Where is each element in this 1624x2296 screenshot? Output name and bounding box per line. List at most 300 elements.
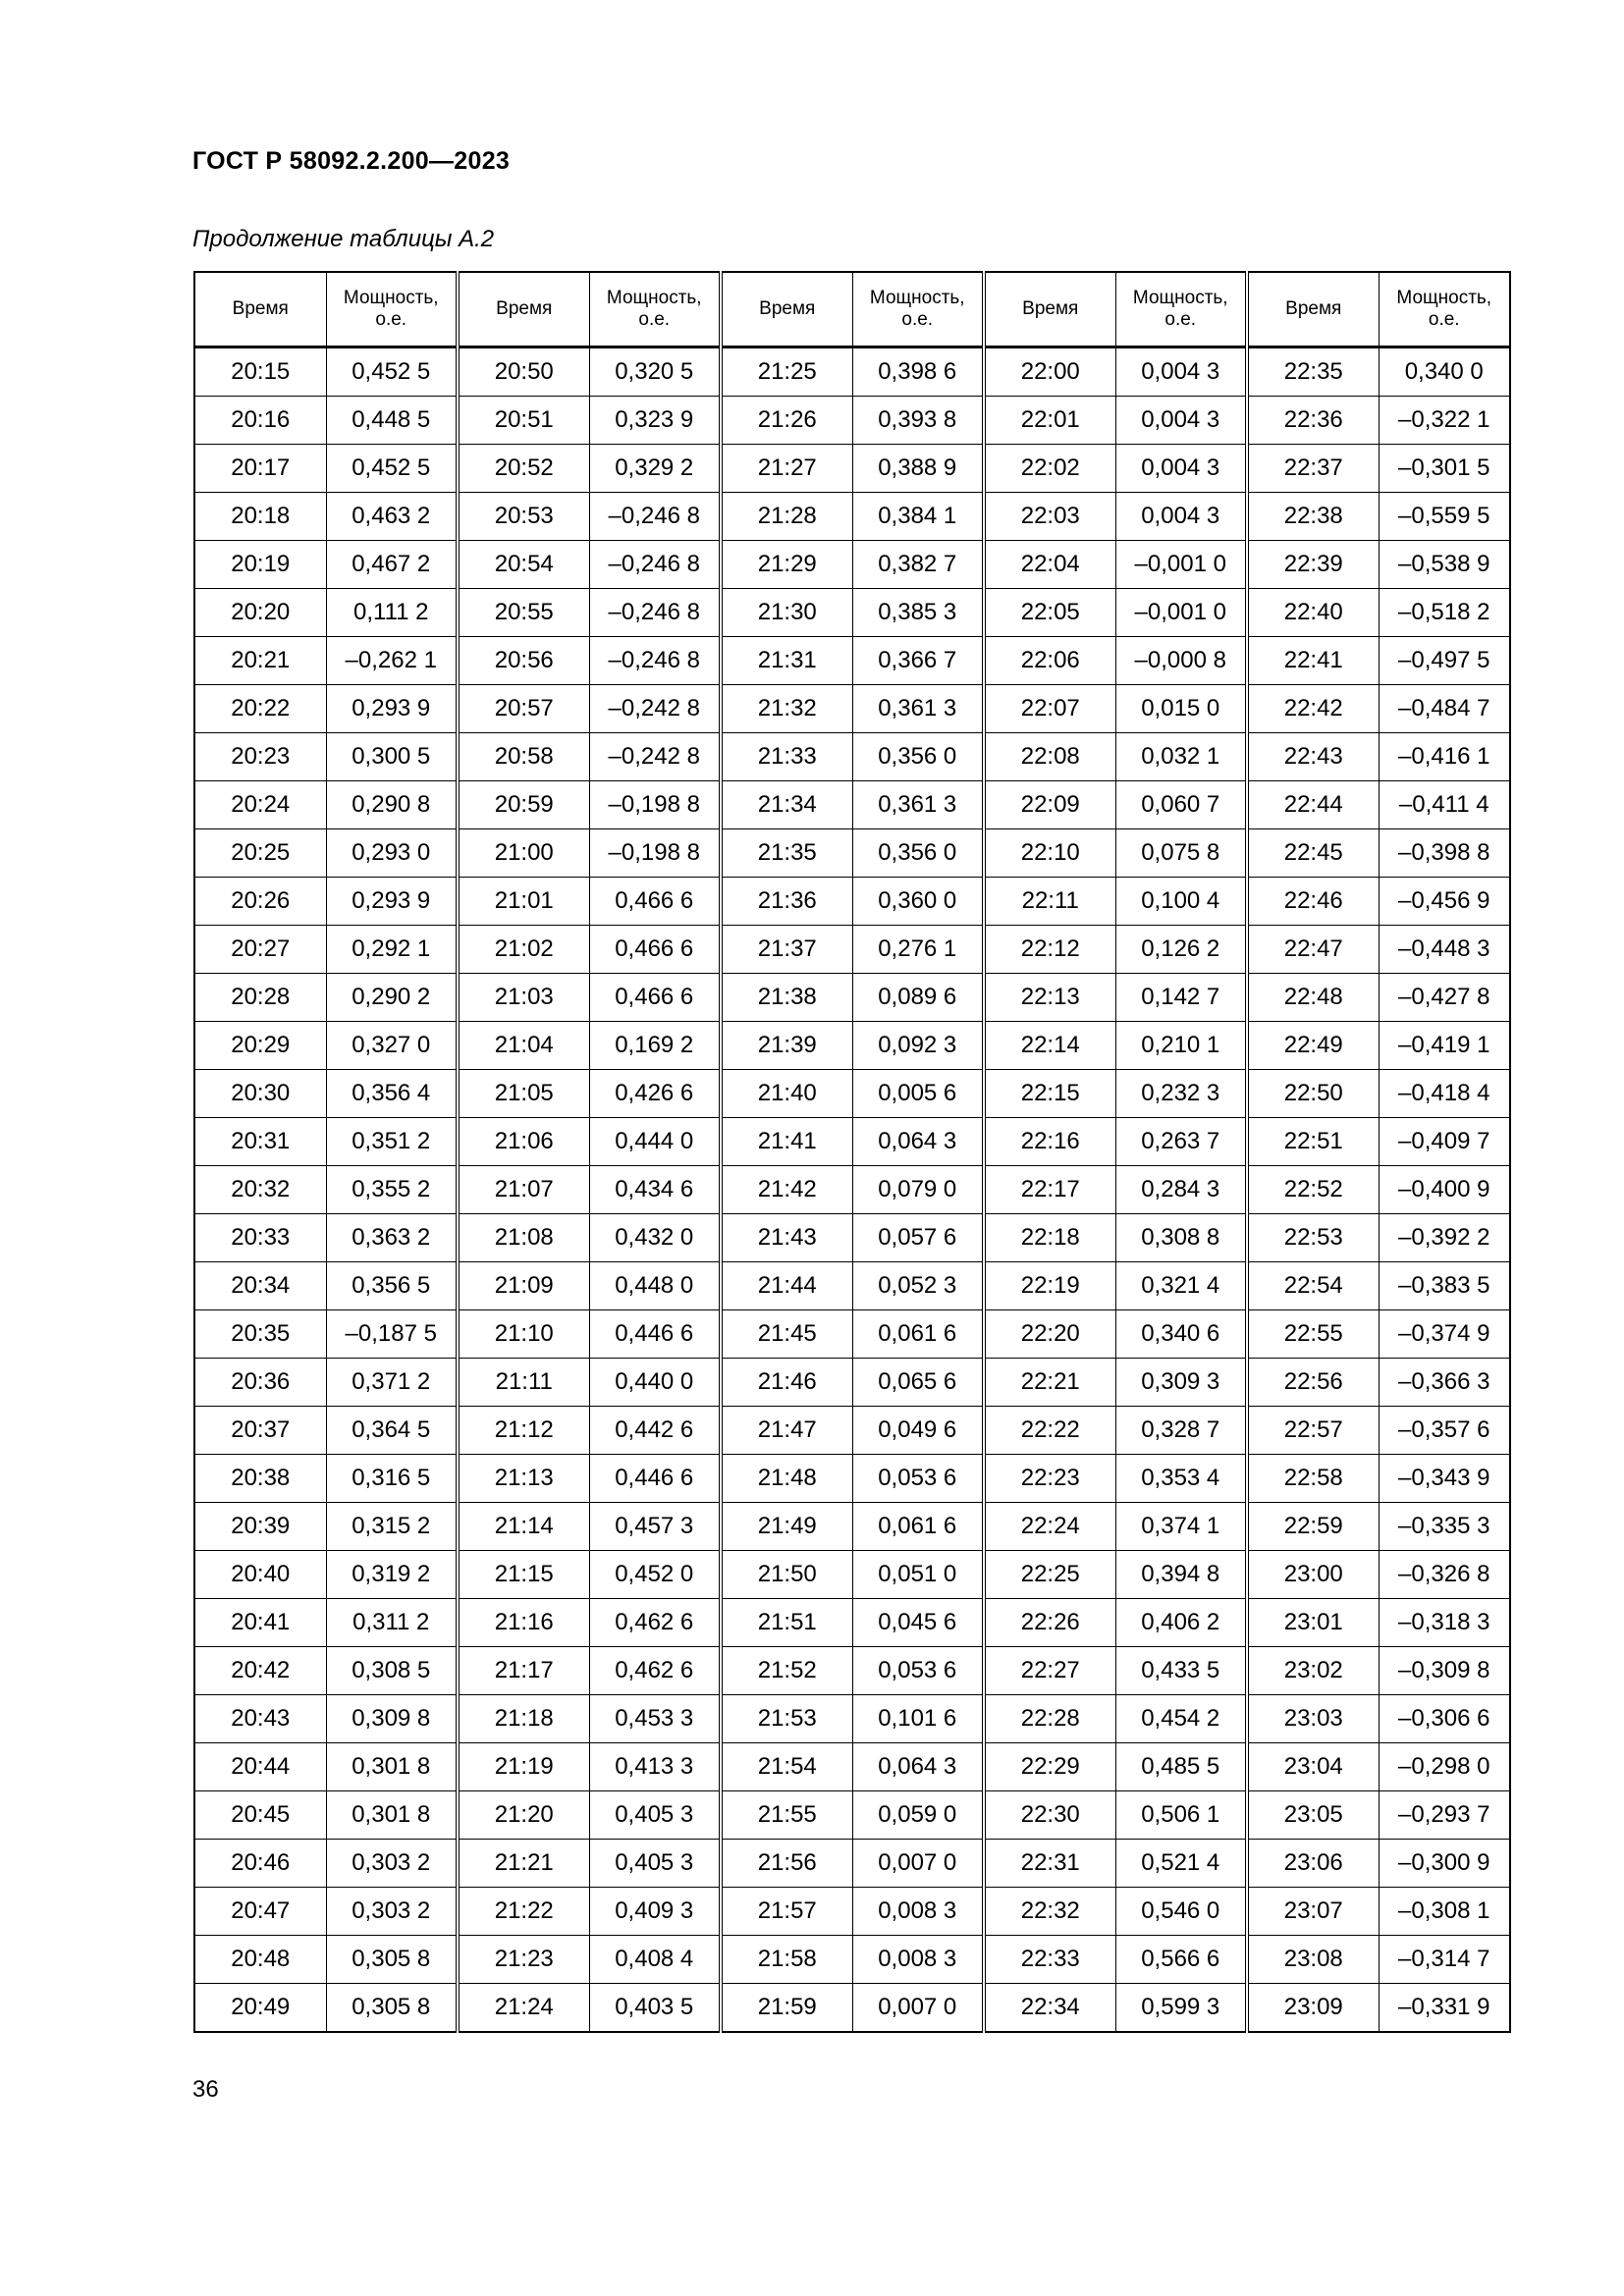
power-cell: –0,419 1: [1379, 1022, 1510, 1070]
table-row: [194, 541, 1510, 589]
time-cell: 21:06: [458, 1118, 589, 1166]
power-cell: 0,444 0: [589, 1118, 721, 1166]
table-row: [194, 1455, 1510, 1503]
time-cell: 20:48: [194, 1936, 326, 1984]
power-cell: 0,442 6: [589, 1407, 721, 1455]
header-time: Время: [194, 272, 326, 347]
power-cell: 0,323 9: [589, 397, 721, 445]
time-cell: 21:19: [458, 1743, 589, 1791]
power-cell: 0,089 6: [852, 974, 984, 1022]
time-cell: 22:56: [1247, 1359, 1379, 1407]
time-cell: 20:45: [194, 1791, 326, 1840]
time-cell: 21:00: [458, 829, 589, 878]
power-cell: 0,092 3: [852, 1022, 984, 1070]
header-time: Время: [1247, 272, 1379, 347]
table-row: [194, 1214, 1510, 1262]
power-cell: 0,065 6: [852, 1359, 984, 1407]
table-row: [194, 347, 1510, 397]
power-cell: –0,331 9: [1379, 1984, 1510, 2033]
power-cell: 0,409 3: [589, 1888, 721, 1936]
time-cell: 20:31: [194, 1118, 326, 1166]
power-cell: 0,446 6: [589, 1455, 721, 1503]
header-power-label: Мощность,: [1396, 288, 1492, 308]
power-cell: 0,308 5: [326, 1647, 458, 1695]
power-cell: 0,327 0: [326, 1022, 458, 1070]
time-cell: 22:32: [984, 1888, 1115, 1936]
power-cell: –0,409 7: [1379, 1118, 1510, 1166]
time-cell: 21:02: [458, 926, 589, 974]
time-cell: 22:20: [984, 1310, 1115, 1359]
power-cell: –0,262 1: [326, 637, 458, 685]
time-cell: 23:04: [1247, 1743, 1379, 1791]
power-cell: 0,361 3: [852, 781, 984, 829]
power-cell: 0,485 5: [1115, 1743, 1247, 1791]
time-cell: 22:26: [984, 1599, 1115, 1647]
table-row: [194, 926, 1510, 974]
power-cell: –0,343 9: [1379, 1455, 1510, 1503]
time-cell: 21:21: [458, 1840, 589, 1888]
time-cell: 22:06: [984, 637, 1115, 685]
table-row: [194, 878, 1510, 926]
time-cell: 22:07: [984, 685, 1115, 733]
power-cell: –0,456 9: [1379, 878, 1510, 926]
time-cell: 22:21: [984, 1359, 1115, 1407]
power-cell: –0,318 3: [1379, 1599, 1510, 1647]
time-cell: 20:19: [194, 541, 326, 589]
time-cell: 20:42: [194, 1647, 326, 1695]
power-cell: 0,403 5: [589, 1984, 721, 2033]
power-cell: 0,079 0: [852, 1166, 984, 1214]
time-cell: 20:40: [194, 1551, 326, 1599]
time-cell: 20:30: [194, 1070, 326, 1118]
power-cell: 0,599 3: [1115, 1984, 1247, 2033]
power-cell: –0,246 8: [589, 493, 721, 541]
table-header: [194, 272, 1510, 347]
power-cell: 0,405 3: [589, 1791, 721, 1840]
power-cell: 0,126 2: [1115, 926, 1247, 974]
time-cell: 22:27: [984, 1647, 1115, 1695]
time-cell: 20:21: [194, 637, 326, 685]
power-cell: 0,382 7: [852, 541, 984, 589]
power-cell: 0,004 3: [1115, 445, 1247, 493]
time-cell: 22:03: [984, 493, 1115, 541]
time-cell: 23:01: [1247, 1599, 1379, 1647]
time-cell: 22:01: [984, 397, 1115, 445]
header-power: [1115, 272, 1247, 347]
power-cell: –0,398 8: [1379, 829, 1510, 878]
table-row: [194, 829, 1510, 878]
table-row: [194, 1070, 1510, 1118]
power-cell: 0,303 2: [326, 1888, 458, 1936]
time-cell: 21:41: [721, 1118, 852, 1166]
time-cell: 23:03: [1247, 1695, 1379, 1743]
time-cell: 20:58: [458, 733, 589, 781]
time-cell: 20:32: [194, 1166, 326, 1214]
power-cell: 0,008 3: [852, 1888, 984, 1936]
header-power-label: Мощность,: [343, 288, 439, 308]
power-cell: –0,374 9: [1379, 1310, 1510, 1359]
time-cell: 21:56: [721, 1840, 852, 1888]
time-cell: 21:34: [721, 781, 852, 829]
power-cell: 0,340 0: [1379, 347, 1510, 397]
time-cell: 20:44: [194, 1743, 326, 1791]
time-cell: 22:30: [984, 1791, 1115, 1840]
time-cell: 21:36: [721, 878, 852, 926]
time-cell: 20:43: [194, 1695, 326, 1743]
time-cell: 21:04: [458, 1022, 589, 1070]
power-cell: –0,246 8: [589, 541, 721, 589]
time-cell: 21:44: [721, 1262, 852, 1310]
time-cell: 21:27: [721, 445, 852, 493]
table-row: [194, 1118, 1510, 1166]
time-cell: 20:54: [458, 541, 589, 589]
power-cell: 0,366 7: [852, 637, 984, 685]
power-cell: 0,293 0: [326, 829, 458, 878]
power-cell: 0,052 3: [852, 1262, 984, 1310]
table-row: [194, 1599, 1510, 1647]
time-cell: 21:29: [721, 541, 852, 589]
power-cell: –0,242 8: [589, 733, 721, 781]
power-cell: –0,418 4: [1379, 1070, 1510, 1118]
time-cell: 22:02: [984, 445, 1115, 493]
time-cell: 22:40: [1247, 589, 1379, 637]
header-row: [194, 272, 1510, 347]
power-cell: 0,057 6: [852, 1214, 984, 1262]
table-row: [194, 1695, 1510, 1743]
time-cell: 20:18: [194, 493, 326, 541]
power-cell: 0,015 0: [1115, 685, 1247, 733]
power-cell: 0,060 7: [1115, 781, 1247, 829]
power-cell: 0,371 2: [326, 1359, 458, 1407]
power-cell: 0,305 8: [326, 1984, 458, 2033]
time-cell: 20:36: [194, 1359, 326, 1407]
power-cell: 0,351 2: [326, 1118, 458, 1166]
power-cell: –0,411 4: [1379, 781, 1510, 829]
time-cell: 22:55: [1247, 1310, 1379, 1359]
time-cell: 23:08: [1247, 1936, 1379, 1984]
time-cell: 21:15: [458, 1551, 589, 1599]
time-cell: 20:20: [194, 589, 326, 637]
header-time: Время: [984, 272, 1115, 347]
power-cell: 0,446 6: [589, 1310, 721, 1359]
time-cell: 22:49: [1247, 1022, 1379, 1070]
power-cell: 0,169 2: [589, 1022, 721, 1070]
power-cell: –0,001 0: [1115, 589, 1247, 637]
power-cell: 0,301 8: [326, 1791, 458, 1840]
power-cell: 0,434 6: [589, 1166, 721, 1214]
time-cell: 21:38: [721, 974, 852, 1022]
power-cell: 0,100 4: [1115, 878, 1247, 926]
time-cell: 22:09: [984, 781, 1115, 829]
power-cell: 0,340 6: [1115, 1310, 1247, 1359]
time-cell: 21:35: [721, 829, 852, 878]
time-cell: 21:57: [721, 1888, 852, 1936]
power-cell: –0,198 8: [589, 781, 721, 829]
table-row: [194, 1551, 1510, 1599]
time-cell: 21:07: [458, 1166, 589, 1214]
power-cell: –0,335 3: [1379, 1503, 1510, 1551]
header-power: [326, 272, 458, 347]
time-cell: 20:28: [194, 974, 326, 1022]
time-cell: 21:18: [458, 1695, 589, 1743]
time-cell: 21:13: [458, 1455, 589, 1503]
time-cell: 22:33: [984, 1936, 1115, 1984]
time-cell: 20:50: [458, 347, 589, 397]
time-cell: 22:17: [984, 1166, 1115, 1214]
time-cell: 21:52: [721, 1647, 852, 1695]
power-cell: 0,315 2: [326, 1503, 458, 1551]
power-cell: –0,314 7: [1379, 1936, 1510, 1984]
power-cell: 0,290 8: [326, 781, 458, 829]
time-cell: 21:59: [721, 1984, 852, 2033]
power-cell: –0,357 6: [1379, 1407, 1510, 1455]
time-cell: 23:05: [1247, 1791, 1379, 1840]
power-cell: 0,453 3: [589, 1695, 721, 1743]
time-cell: 22:47: [1247, 926, 1379, 974]
table-row: [194, 493, 1510, 541]
time-cell: 21:08: [458, 1214, 589, 1262]
table-row: [194, 1936, 1510, 1984]
time-cell: 21:51: [721, 1599, 852, 1647]
time-cell: 20:39: [194, 1503, 326, 1551]
header-time: Время: [458, 272, 589, 347]
time-cell: 22:59: [1247, 1503, 1379, 1551]
power-cell: 0,506 1: [1115, 1791, 1247, 1840]
power-cell: 0,452 5: [326, 347, 458, 397]
time-cell: 21:26: [721, 397, 852, 445]
time-cell: 20:52: [458, 445, 589, 493]
power-cell: –0,326 8: [1379, 1551, 1510, 1599]
time-cell: 20:38: [194, 1455, 326, 1503]
time-cell: 23:06: [1247, 1840, 1379, 1888]
power-cell: 0,388 9: [852, 445, 984, 493]
power-cell: 0,004 3: [1115, 397, 1247, 445]
time-cell: 21:58: [721, 1936, 852, 1984]
time-cell: 22:18: [984, 1214, 1115, 1262]
time-cell: 21:48: [721, 1455, 852, 1503]
time-cell: 20:46: [194, 1840, 326, 1888]
time-cell: 20:34: [194, 1262, 326, 1310]
power-cell: 0,008 3: [852, 1936, 984, 1984]
time-cell: 21:12: [458, 1407, 589, 1455]
power-cell: –0,306 6: [1379, 1695, 1510, 1743]
power-cell: 0,356 0: [852, 733, 984, 781]
time-cell: 22:48: [1247, 974, 1379, 1022]
power-cell: 0,276 1: [852, 926, 984, 974]
table-row: [194, 1359, 1510, 1407]
power-cell: 0,433 5: [1115, 1647, 1247, 1695]
time-cell: 21:33: [721, 733, 852, 781]
header-power-unit: о.е.: [638, 309, 671, 330]
time-cell: 22:58: [1247, 1455, 1379, 1503]
table-row: [194, 1840, 1510, 1888]
time-cell: 22:08: [984, 733, 1115, 781]
power-cell: 0,361 3: [852, 685, 984, 733]
power-cell: 0,049 6: [852, 1407, 984, 1455]
power-cell: –0,001 0: [1115, 541, 1247, 589]
time-cell: 22:31: [984, 1840, 1115, 1888]
power-cell: 0,406 2: [1115, 1599, 1247, 1647]
time-cell: 22:44: [1247, 781, 1379, 829]
time-cell: 22:14: [984, 1022, 1115, 1070]
power-cell: –0,242 8: [589, 685, 721, 733]
time-cell: 22:29: [984, 1743, 1115, 1791]
time-cell: 22:52: [1247, 1166, 1379, 1214]
time-cell: 20:17: [194, 445, 326, 493]
table-row: [194, 1262, 1510, 1310]
power-cell: 0,316 5: [326, 1455, 458, 1503]
time-cell: 22:05: [984, 589, 1115, 637]
time-cell: 23:07: [1247, 1888, 1379, 1936]
power-cell: 0,398 6: [852, 347, 984, 397]
time-cell: 21:50: [721, 1551, 852, 1599]
power-cell: –0,293 7: [1379, 1791, 1510, 1840]
power-cell: 0,448 5: [326, 397, 458, 445]
time-cell: 22:34: [984, 1984, 1115, 2033]
power-cell: 0,408 4: [589, 1936, 721, 1984]
time-cell: 21:39: [721, 1022, 852, 1070]
power-cell: 0,364 5: [326, 1407, 458, 1455]
power-cell: 0,293 9: [326, 878, 458, 926]
table-row: [194, 1888, 1510, 1936]
header-power-label: Мощность,: [869, 288, 965, 308]
table-row: [194, 1743, 1510, 1791]
table-row: [194, 1647, 1510, 1695]
time-cell: 20:57: [458, 685, 589, 733]
time-cell: 22:57: [1247, 1407, 1379, 1455]
time-cell: 20:49: [194, 1984, 326, 2033]
power-cell: –0,301 5: [1379, 445, 1510, 493]
power-cell: 0,232 3: [1115, 1070, 1247, 1118]
power-cell: 0,448 0: [589, 1262, 721, 1310]
time-cell: 21:20: [458, 1791, 589, 1840]
table-caption: Продолжение таблицы А.2: [192, 226, 495, 252]
time-cell: 21:17: [458, 1647, 589, 1695]
power-cell: 0,328 7: [1115, 1407, 1247, 1455]
time-cell: 21:03: [458, 974, 589, 1022]
header-power: [589, 272, 721, 347]
power-cell: 0,293 9: [326, 685, 458, 733]
power-cell: –0,400 9: [1379, 1166, 1510, 1214]
power-cell: 0,305 8: [326, 1936, 458, 1984]
page-header: ГОСТ Р 58092.2.200—2023: [192, 147, 511, 175]
table-row: [194, 1503, 1510, 1551]
power-cell: 0,308 8: [1115, 1214, 1247, 1262]
table-body: [194, 347, 1510, 2033]
time-cell: 21:46: [721, 1359, 852, 1407]
header-power-unit: о.е.: [375, 309, 407, 330]
table-row: [194, 397, 1510, 445]
power-cell: –0,366 3: [1379, 1359, 1510, 1407]
header-power-label: Мощность,: [606, 288, 702, 308]
power-cell: 0,061 6: [852, 1310, 984, 1359]
time-cell: 22:50: [1247, 1070, 1379, 1118]
time-cell: 21:55: [721, 1791, 852, 1840]
time-cell: 22:23: [984, 1455, 1115, 1503]
power-cell: –0,484 7: [1379, 685, 1510, 733]
time-cell: 22:13: [984, 974, 1115, 1022]
power-cell: 0,142 7: [1115, 974, 1247, 1022]
time-cell: 20:35: [194, 1310, 326, 1359]
power-cell: 0,053 6: [852, 1455, 984, 1503]
time-cell: 20:47: [194, 1888, 326, 1936]
power-cell: –0,538 9: [1379, 541, 1510, 589]
time-cell: 21:28: [721, 493, 852, 541]
header-power: [852, 272, 984, 347]
table-row: [194, 1407, 1510, 1455]
power-cell: 0,353 4: [1115, 1455, 1247, 1503]
power-cell: 0,309 8: [326, 1695, 458, 1743]
table-row: [194, 685, 1510, 733]
time-cell: 21:31: [721, 637, 852, 685]
power-cell: 0,061 6: [852, 1503, 984, 1551]
power-cell: 0,005 6: [852, 1070, 984, 1118]
time-cell: 20:41: [194, 1599, 326, 1647]
power-cell: 0,452 0: [589, 1551, 721, 1599]
power-cell: 0,546 0: [1115, 1888, 1247, 1936]
power-cell: 0,385 3: [852, 589, 984, 637]
time-cell: 22:25: [984, 1551, 1115, 1599]
power-cell: 0,454 2: [1115, 1695, 1247, 1743]
power-cell: 0,466 6: [589, 878, 721, 926]
time-cell: 22:24: [984, 1503, 1115, 1551]
time-cell: 20:25: [194, 829, 326, 878]
time-cell: 22:22: [984, 1407, 1115, 1455]
time-cell: 21:16: [458, 1599, 589, 1647]
power-cell: –0,000 8: [1115, 637, 1247, 685]
time-cell: 21:22: [458, 1888, 589, 1936]
time-cell: 22:36: [1247, 397, 1379, 445]
time-cell: 21:14: [458, 1503, 589, 1551]
time-cell: 22:46: [1247, 878, 1379, 926]
power-cell: 0,064 3: [852, 1743, 984, 1791]
power-cell: –0,427 8: [1379, 974, 1510, 1022]
time-cell: 22:38: [1247, 493, 1379, 541]
time-cell: 22:54: [1247, 1262, 1379, 1310]
time-cell: 21:11: [458, 1359, 589, 1407]
power-cell: 0,321 4: [1115, 1262, 1247, 1310]
time-cell: 22:42: [1247, 685, 1379, 733]
time-cell: 22:28: [984, 1695, 1115, 1743]
header-time: Время: [721, 272, 852, 347]
time-cell: 21:23: [458, 1936, 589, 1984]
power-cell: 0,374 1: [1115, 1503, 1247, 1551]
time-cell: 20:15: [194, 347, 326, 397]
time-cell: 23:02: [1247, 1647, 1379, 1695]
time-cell: 22:04: [984, 541, 1115, 589]
time-cell: 22:11: [984, 878, 1115, 926]
power-cell: 0,007 0: [852, 1984, 984, 2033]
time-cell: 20:33: [194, 1214, 326, 1262]
time-cell: 21:05: [458, 1070, 589, 1118]
time-cell: 20:53: [458, 493, 589, 541]
power-cell: 0,355 2: [326, 1166, 458, 1214]
table-row: [194, 1984, 1510, 2033]
time-cell: 21:01: [458, 878, 589, 926]
power-cell: –0,198 8: [589, 829, 721, 878]
table-row: [194, 589, 1510, 637]
power-cell: 0,432 0: [589, 1214, 721, 1262]
power-cell: –0,322 1: [1379, 397, 1510, 445]
power-cell: 0,032 1: [1115, 733, 1247, 781]
power-cell: –0,309 8: [1379, 1647, 1510, 1695]
header-power-label: Мощность,: [1132, 288, 1228, 308]
power-cell: –0,448 3: [1379, 926, 1510, 974]
power-cell: –0,300 9: [1379, 1840, 1510, 1888]
time-cell: 20:22: [194, 685, 326, 733]
power-cell: 0,210 1: [1115, 1022, 1247, 1070]
time-cell: 23:00: [1247, 1551, 1379, 1599]
